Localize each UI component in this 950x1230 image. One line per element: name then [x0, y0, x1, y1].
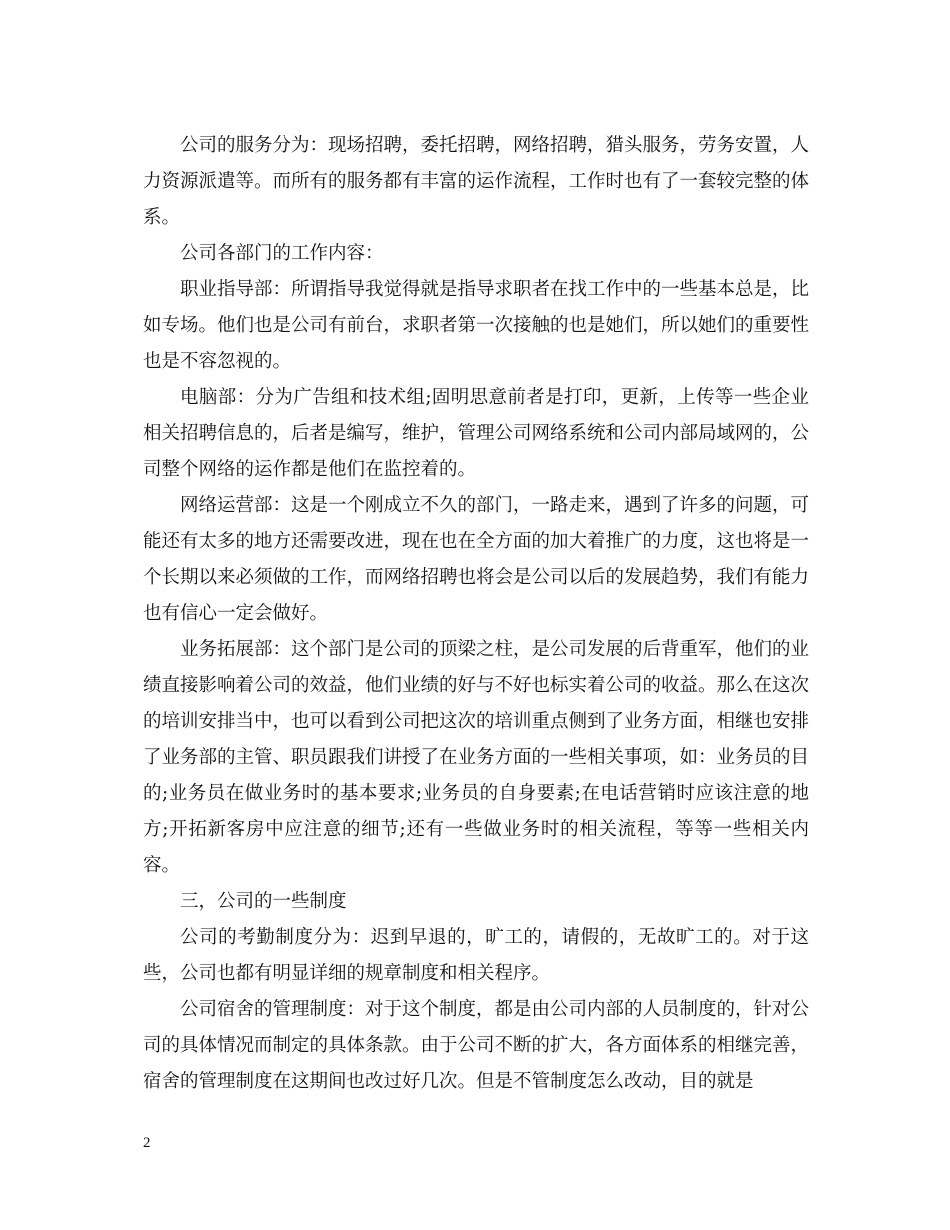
- paragraph-business-dev: 业务拓展部：这个部门是公司的顶梁之柱，是公司发展的后背重军，他们的业绩直接影响着公司的效益，他们业绩的好与不好也标实着公司的收益。那么在这次的培训安排当中，也可以看到公司把这次的培训重点侧到了业务方面，相继也安排了业务部的主管、职员跟我们讲授了在业务方面的一些相关事项，如：业务员的目的;业务员在做业务时的基本要求;业务员的自身要素;在电话营销时应该注意的地方;开拓新客房中应注意的细节;还有一些做业务时的相关流程，等等一些相关内容。: [143, 639, 810, 876]
- paragraph-services: 公司的服务分为：现场招聘，委托招聘，网络招聘，猎头服务，劳务安置，人力资源派遣等。而所有的服务都有丰富的运作流程，工作时也有了一套较完整的体系。: [143, 135, 810, 228]
- paragraph-departments-heading: 公司各部门的工作内容：: [180, 243, 384, 264]
- paragraph-attendance: 公司的考勤制度分为：迟到早退的，旷工的，请假的，无故旷工的。对于这些，公司也都有明显详细的规章制度和相关程序。: [143, 927, 809, 984]
- paragraph-computer-dept: 电脑部：分为广告组和技术组;固明思意前者是打印，更新，上传等一些企业相关招聘信息的，后者是编写，维护，管理公司网络系统和公司内部局域网的，公司整个网络的运作都是他们在监控着的。: [143, 387, 810, 480]
- paragraph-network-ops: 网络运营部：这是一个刚成立不久的部门，一路走来，遇到了许多的问题，可能还有太多的地方还需要改进，现在也在全方面的加大着推广的力度，这也将是一个长期以来必须做的工作，而网络招聘也将会是公司以后的发展趋势，我们有能力也有信心一定会做好。: [143, 495, 810, 624]
- document-body: [143, 128, 809, 1100]
- paragraph-career-guidance: 职业指导部：所谓指导我觉得就是指导求职者在找工作中的一些基本总是，比如专场。他们也是公司有前台，求职者第一次接触的也是她们，所以她们的重要性也是不容忽视的。: [143, 279, 810, 372]
- paragraph-section-three: 三，公司的一些制度: [180, 891, 347, 912]
- page-number: 2: [143, 1135, 151, 1151]
- paragraph-dormitory: 公司宿舍的管理制度：对于这个制度，都是由公司内部的人员制度的，针对公司的具体情况而制定的具体条款。由于公司不断的扩大，各方面体系的相继完善，宿舍的管理制度在这期间也改过好几次。但是不管制度怎么改动，目的就是: [143, 999, 810, 1092]
